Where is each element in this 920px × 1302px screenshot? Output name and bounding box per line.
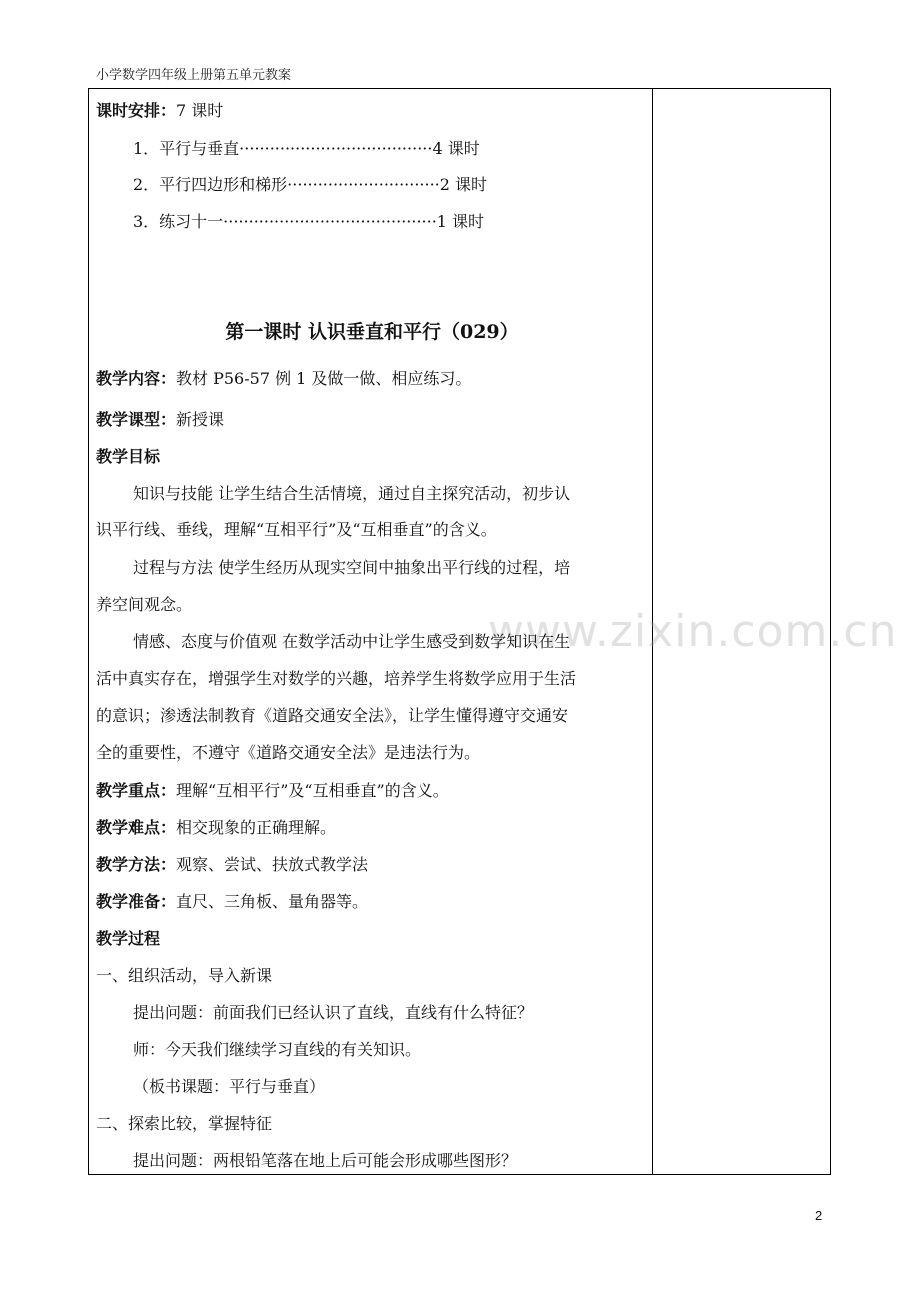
lesson-type-value: 新授课 — [176, 410, 225, 429]
page-number: 2 — [815, 1208, 823, 1223]
process-line: 二、探索比较，掌握特征 — [96, 1114, 273, 1133]
process-line: 提出问题：前面我们已经认识了直线，直线有什么特征？ — [133, 1003, 534, 1022]
goals-line: 活中真实存在，增强学生对数学的兴趣，培养学生将数学应用于生活 — [96, 669, 577, 688]
teaching-prep — [96, 891, 648, 913]
lesson-title: 第一课时 认识垂直和平行（029） — [225, 321, 519, 343]
teaching-method-label: 教学方法： — [96, 855, 177, 874]
process-line: 一、组织活动，导入新课 — [96, 966, 273, 985]
process-line: （板书课题：平行与垂直） — [133, 1077, 326, 1096]
schedule-item: 3．练习十一··········································1 课时 — [133, 212, 485, 231]
goals-line: 养空间观念。 — [96, 595, 193, 614]
teaching-content — [96, 368, 648, 390]
process-heading: 教学过程 — [96, 929, 161, 948]
difficulty-label: 教学难点： — [96, 818, 177, 837]
goals-line: 知识与技能 让学生结合生活情境，通过自主探究活动，初步认 — [133, 484, 571, 503]
schedule-item: 1．平行与垂直······································4 课时 — [133, 139, 480, 158]
goals-line: 识平行线、垂线，理解“互相平行”及“互相垂直”的含义。 — [96, 520, 497, 539]
schedule-value: 7 课时 — [176, 101, 224, 120]
teaching-content-label: 教学内容： — [96, 369, 177, 388]
goals-line: 的意识；渗透法制教育《道路交通安全法》，让学生懂得遵守交通安 — [96, 706, 569, 725]
difficulty — [96, 817, 648, 839]
schedule-label: 课时安排： — [96, 101, 177, 120]
goals-line: 情感、态度与价值观 在数学活动中让学生感受到数学知识在生 — [133, 632, 571, 651]
teaching-method — [96, 854, 648, 876]
lesson-type-label: 教学课型： — [96, 410, 177, 429]
goals-heading: 教学目标 — [96, 447, 161, 466]
teaching-method-value: 观察、尝试、扶放式教学法 — [176, 855, 369, 874]
goals-line: 全的重要性，不遵守《道路交通安全法》是违法行为。 — [96, 743, 481, 762]
teaching-prep-label: 教学准备： — [96, 892, 177, 911]
lesson-type — [96, 409, 648, 431]
difficulty-value: 相交现象的正确理解。 — [176, 818, 337, 837]
teaching-content-value: 教材 P56-57 例 1 及做一做、相应练习。 — [176, 369, 472, 388]
schedule-line — [96, 100, 648, 122]
watermark: www.zixin.com.cn — [488, 606, 898, 657]
key-point — [96, 780, 648, 802]
teaching-prep-value: 直尺、三角板、量角器等。 — [176, 892, 369, 911]
schedule-item: 2．平行四边形和梯形······························2 课时 — [133, 175, 488, 194]
key-point-label: 教学重点： — [96, 781, 177, 800]
goals-line: 过程与方法 使学生经历从现实空间中抽象出平行线的过程，培 — [133, 558, 571, 577]
key-point-value: 理解“互相平行”及“互相垂直”的含义。 — [176, 781, 449, 800]
process-line: 师：今天我们继续学习直线的有关知识。 — [133, 1040, 422, 1059]
process-line: 提出问题：两根铅笔落在地上后可能会形成哪些图形？ — [133, 1151, 518, 1170]
page-header: 小学数学四年级上册第五单元教案 — [96, 68, 292, 83]
